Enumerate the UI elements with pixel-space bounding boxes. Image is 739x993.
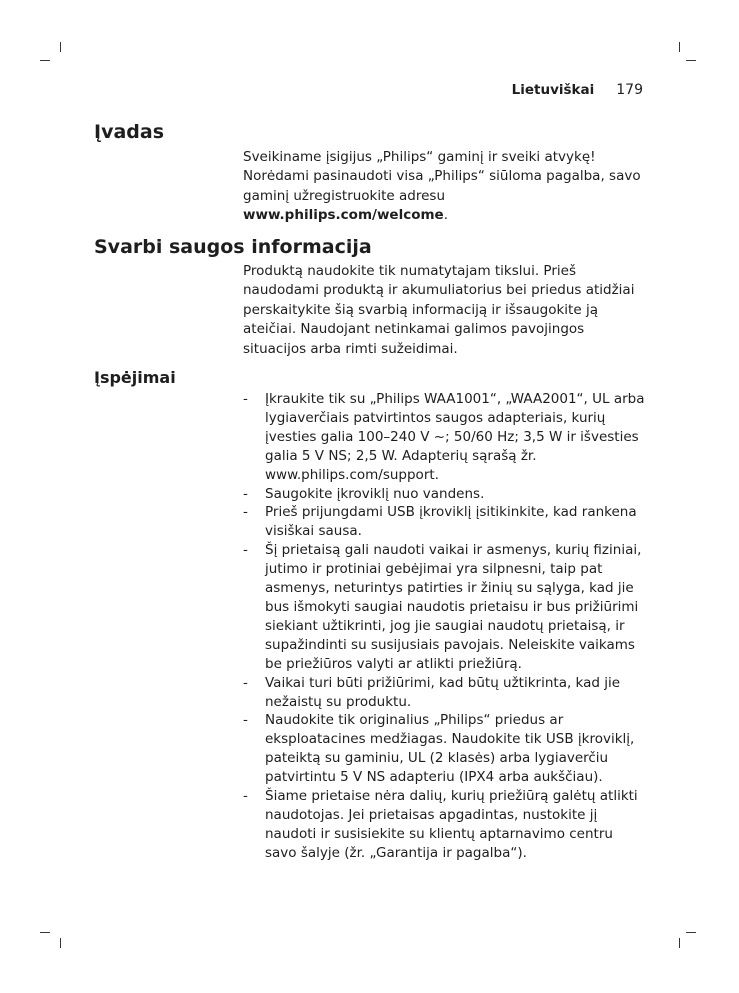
intro-heading: Įvadas [94, 121, 165, 143]
crop-mark [679, 938, 680, 948]
welcome-url: www.philips.com/welcome [243, 207, 444, 224]
crop-mark [40, 932, 50, 933]
warning-text: Vaikai turi būti prižiūrimi, kad būtų užtikrinta, kad jie nežaistų su produktu. [265, 674, 621, 710]
intro-text: Sveikiname įsigijus „Philips“ gaminį ir sveiki atvykę! Norėdami pasinaudoti visa „Philips“ siūloma pagalba, savo gaminį užregistruokite adresu [243, 149, 641, 204]
warning-text: Saugokite įkroviklį nuo vandens. [265, 485, 485, 502]
bullet-dash: - [243, 712, 248, 729]
safety-heading: Svarbi saugos informacija [94, 236, 372, 258]
bullet-dash: - [243, 674, 248, 691]
bullet-dash: - [243, 391, 248, 407]
warning-item [243, 674, 648, 712]
running-head [512, 82, 643, 98]
warning-text: Prieš prijungdami USB įkroviklį įsitikinkite, kad rankena visiškai sausa. [265, 504, 637, 540]
crop-mark [60, 938, 61, 948]
warning-item [243, 485, 648, 504]
warning-text: Šį prietaisą gali naudoti vaikai ir asmenys, kurių fiziniai, jutimo ir protiniai gebėjimai yra silpnesni, taip pat asmenys, neturintys patirties ir žinių su sąlyga, kad jie bus išmokyti saugiai naudotis prietaisu ir bus prižiūrimi siekiant užtikrinti, jog jie saugiai naudotų prietaisą, ir supažindinti su susijusiais pavojais. Neleiskite vaikams be priežiūros valyti ar atlikti priežiūrą. [265, 542, 642, 672]
page-number: 179 [616, 82, 643, 98]
warning-text: Įkraukite tik su „Philips WAA1001“, „WAA2001“, UL arba lygiaverčiais patvirtintos saugos adapteriais, kurių įvesties galia 100–240 V ~; 50/60 Hz; 3,5 W ir išvesties galia 5 V NS; 2,5 W. Adapterių sąrašą žr. www.philips.com/support. [265, 391, 645, 483]
bullet-dash: - [243, 504, 248, 521]
intro-url-suffix: . [443, 207, 448, 224]
warnings-list [243, 390, 648, 863]
warning-item [243, 390, 648, 485]
language-label: Lietuviškai [511, 82, 595, 98]
intro-paragraph [243, 148, 648, 226]
safety-paragraph: Produktą naudokite tik numatytajam tikslui. Prieš naudodami produktą ir akumuliatorius bei priedus atidžiai perskaitykite šią svarbią informaciją ir išsaugokite ją ateičiai. Naudojant netinkamai galimos pavojingos situacijos arba rimti sužeidimai. [243, 263, 635, 357]
warning-item [243, 503, 648, 541]
warnings-heading: Įspėjimai [94, 368, 176, 387]
bullet-dash: - [243, 542, 248, 559]
bullet-dash: - [243, 485, 248, 502]
warning-item [243, 787, 648, 863]
crop-mark [60, 42, 61, 52]
crop-mark [679, 42, 680, 52]
crop-mark [686, 60, 696, 61]
warning-item [243, 541, 648, 673]
warning-text: Šiame prietaise nėra dalių, kurių priežiūrą galėtų atlikti naudotojas. Jei prietaisas apgadintas, nustokite jį naudoti ir susisiekite su klientų aptarnavimo centru savo šalyje (žr. „Garantija ir pagalba“). [265, 788, 638, 861]
warning-text: Naudokite tik originalius „Philips“ priedus ar eksploatacines medžiagas. Naudokite tik USB įkroviklį, pateiktą su gaminiu, UL (2 klasės) arba lygiaverčiu patvirtintu 5 V NS adapteriu (IPX4 arba aukščiau). [265, 712, 635, 786]
bullet-dash: - [243, 788, 248, 805]
crop-mark [40, 60, 50, 61]
crop-mark [686, 932, 696, 933]
warning-item [243, 711, 648, 787]
